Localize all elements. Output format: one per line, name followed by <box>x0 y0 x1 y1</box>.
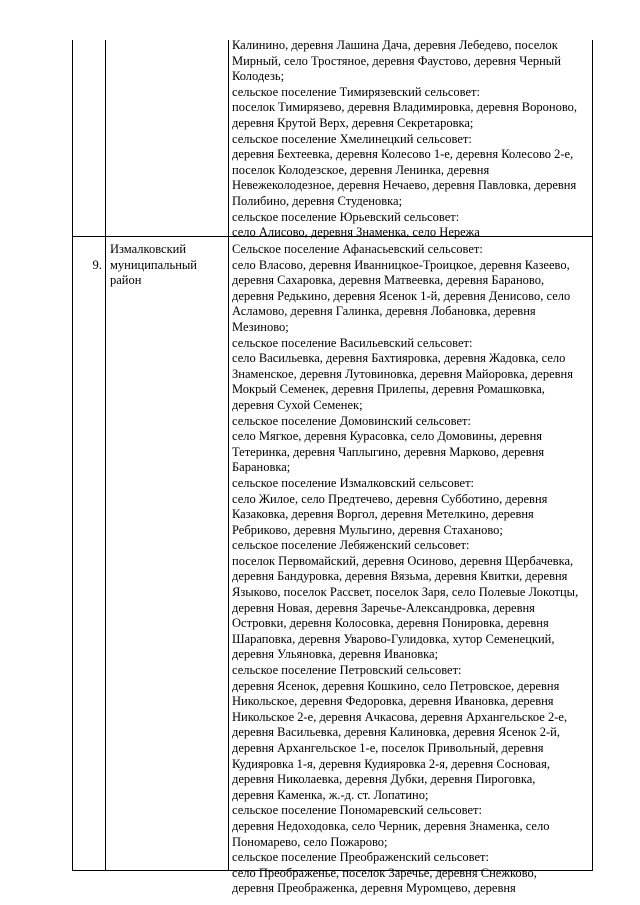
settlement-text-line: деревня Архангельское 1-е, поселок Привольный, деревня <box>232 741 544 755</box>
settlement-text-line: Полибино, деревня Студеновка; <box>232 193 403 208</box>
settlement-text-line: сельское поселение Тимирязевский сельсовет: <box>232 84 480 99</box>
settlement-text-line: сельское поселение Пономаревский сельсовет: <box>232 803 482 818</box>
row-number-text: 9. <box>92 257 102 272</box>
table-border-left <box>72 40 73 870</box>
settlement-text-line: деревня Николаевка, деревня Дубки, деревня Пироговка, <box>232 772 536 787</box>
table-border-col2 <box>228 40 229 870</box>
settlement-text-line: сельское поселение Преображенский сельсовет: <box>232 850 489 865</box>
table-row-9-content <box>232 242 590 897</box>
settlement-text-line: Никольское, деревня Федоровка, деревня Ивановка, деревня <box>232 694 554 709</box>
settlement-text-line: сельское поселение Измалковский сельсовет: <box>232 475 475 490</box>
settlement-text-line: деревня Сахаровка, деревня Матвеевка, деревня Бараново, <box>232 273 545 288</box>
settlement-text-line: поселок Первомайский, деревня Осиново, деревня Щербачевка, <box>232 553 574 568</box>
settlement-text-line: Никольское 2-е, деревня Ачкасова, деревня Архангельское 2-е, <box>232 709 568 724</box>
settlement-text-line: деревня Сухой Семенек; <box>232 397 363 412</box>
settlement-text-line: деревня Преображенка, деревня Муромцево, деревня <box>232 881 516 896</box>
settlement-text-line: село Власово, деревня Иванницкое-Троицкое, деревня Казеево, <box>232 257 570 272</box>
settlement-text-line: деревня Каменка, ж.-д. ст. Лопатино; <box>232 787 429 802</box>
settlement-text-line: сельское поселение Васильевский сельсовет: <box>232 335 473 350</box>
settlement-text-line: Знаменское, деревня Лутовиновка, деревня Майоровка, деревня <box>232 366 573 381</box>
settlement-text-line: Мезиново; <box>232 319 289 334</box>
settlement-text-line: Пономарево, село Пожарово; <box>232 834 388 849</box>
settlement-text-line: сельское поселение Петровский сельсовет: <box>232 663 462 678</box>
settlement-text-line: село Алисово, деревня Знаменка, село Нережа <box>232 225 480 240</box>
settlement-text-line: село Преображенье, поселок Заречье, деревня Снежково, <box>232 865 537 880</box>
settlement-text-line: сельское поселение Лебяженский сельсовет: <box>232 538 470 553</box>
settlement-text-line: село Жилое, село Предтечево, деревня Субботино, деревня <box>232 491 548 506</box>
district-name-line: Измалковский <box>110 242 187 256</box>
settlement-text-line: деревня Ясенок, деревня Кошкино, село Петровское, деревня <box>232 678 560 693</box>
table-row-prev-content <box>232 38 590 241</box>
settlement-text-line: поселок Колодезское, деревня Ленинка, деревня <box>232 162 490 177</box>
settlement-text-line: село Мягкое, деревня Курасовка, село Домовины, деревня <box>232 429 543 444</box>
settlement-text-line: деревня Недоходовка, село Черник, деревня Знаменка, село <box>232 818 550 833</box>
settlement-text-line: деревня Ульяновка, деревня Ивановка; <box>232 647 439 662</box>
settlement-text-line: деревня Редькино, деревня Ясенок 1-й, деревня Денисово, село <box>232 288 571 303</box>
district-name-line: муниципальный <box>110 257 197 272</box>
settlement-text-line: Казаковка, деревня Воргол, деревня Метелкино, деревня <box>232 507 534 522</box>
settlement-text-line: поселок Тимирязево, деревня Владимировка, деревня Вороново, <box>232 100 578 115</box>
settlement-text-line: деревня Крутой Верх, деревня Секретаровка; <box>232 115 474 130</box>
table-border-right <box>592 40 593 870</box>
settlement-text-line: Языково, поселок Рассвет, поселок Заря, село Полевые Локотцы, <box>232 585 579 600</box>
settlement-text-line: Невежеколодезное, деревня Нечаево, деревня Павловка, деревня <box>232 178 577 193</box>
settlement-text-line: Барановка; <box>232 460 291 475</box>
settlement-text-line: Мирный, село Тростяное, деревня Фаустово, деревня Черный <box>232 53 561 68</box>
district-name <box>110 242 226 289</box>
settlement-text-line: сельское поселение Юрьевский сельсовет: <box>232 209 460 224</box>
settlement-text-line: Тетеринка, деревня Чаплыгино, деревня Марково, деревня <box>232 444 545 459</box>
table-border-col1 <box>105 40 106 870</box>
settlement-text-line: Островки, деревня Колосовка, деревня Понировка, деревня <box>232 616 549 631</box>
settlement-text-line: Асламово, деревня Галинка, деревня Лобановка, деревня <box>232 304 536 319</box>
district-name-line: район <box>110 273 142 288</box>
settlement-text-line: село Васильевка, деревня Бахтияровка, деревня Жадовка, село <box>232 351 566 366</box>
settlement-text-line: Ребриково, деревня Мульгино, деревня Стаханово; <box>232 522 503 537</box>
settlement-text-line: сельское поселение Хмелинецкий сельсовет: <box>232 131 472 146</box>
settlement-text-line: Сельское поселение Афанасьевский сельсовет: <box>232 242 483 256</box>
settlement-text-line: деревня Васильевка, деревня Калиновка, деревня Ясенок 2-й, <box>232 725 560 740</box>
row-number <box>80 242 104 289</box>
settlement-text-line: деревня Бехтеевка, деревня Колесово 1-е, деревня Колесово 2-е, <box>232 147 574 162</box>
settlement-text-line: Мокрый Семенек, деревня Прилепы, деревня Ромашковка, <box>232 382 545 397</box>
settlement-text-line: Кудияровка 1-я, деревня Кудияровка 2-я, деревня Сосновая, <box>232 756 550 771</box>
settlement-text-line: деревня Новая, деревня Заречье-Александровка, деревня <box>232 600 535 615</box>
settlement-text-line: деревня Бандуровка, деревня Вязьма, деревня Квитки, деревня <box>232 569 568 584</box>
settlement-text-line: Колодезь; <box>232 69 285 84</box>
settlement-text-line: сельское поселение Домовинский сельсовет: <box>232 413 471 428</box>
settlement-text-line: Калинино, деревня Лашина Дача, деревня Лебедево, поселок <box>232 38 558 52</box>
settlement-text-line: Шараповка, деревня Уварово-Гулидовка, хутор Семенецкий, <box>232 631 555 646</box>
